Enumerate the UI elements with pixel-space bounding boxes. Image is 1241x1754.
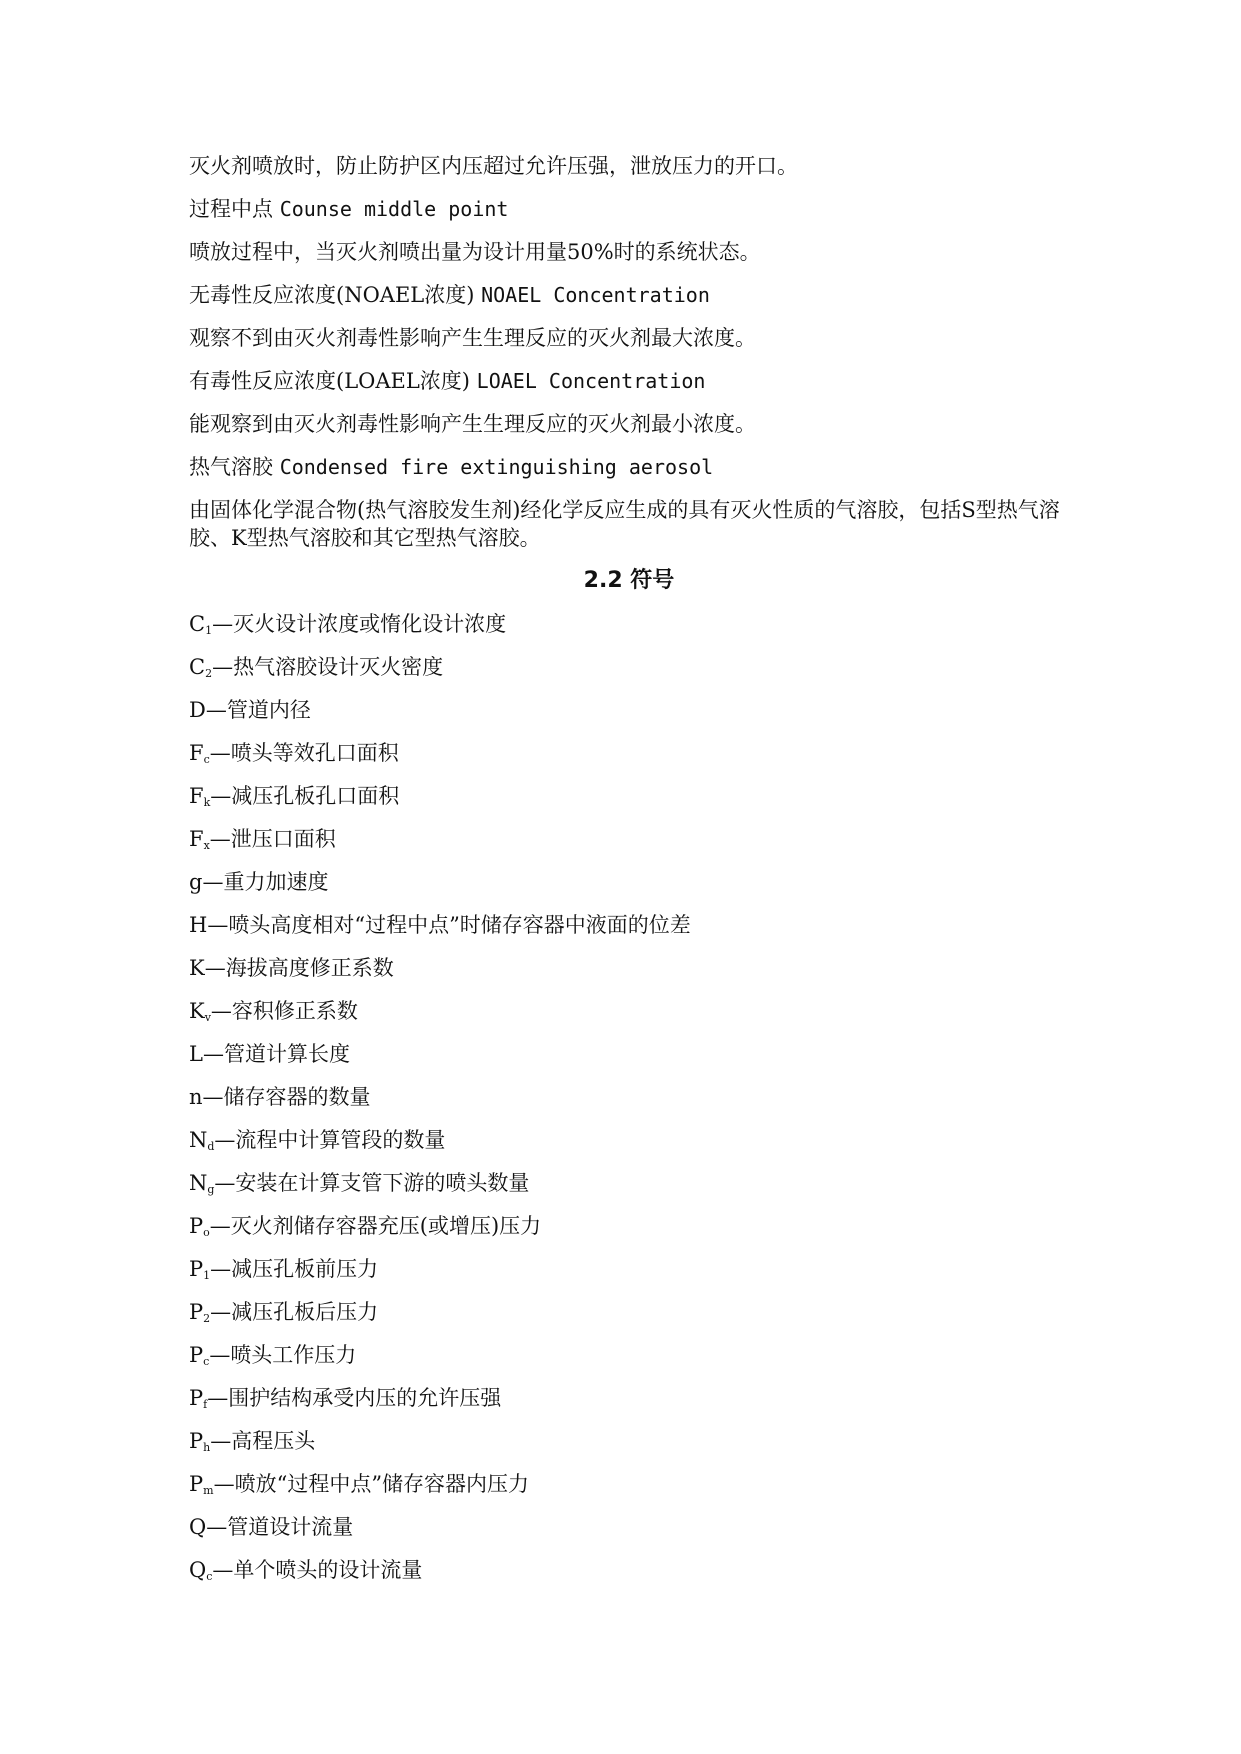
symbol-base: F [189,784,204,808]
symbol-item [189,1126,1069,1154]
term-en: LOAEL Concentration [476,369,706,393]
symbol-item [189,868,1069,896]
symbol-list [189,610,1069,1584]
section-title: 2.2 符号 [583,568,675,593]
symbol-subscript: v [204,1011,211,1024]
symbol-item [189,1341,1069,1369]
term-en: Condensed fire extinguishing aerosol [279,455,714,479]
symbol-description: —管道内径 [205,698,311,722]
symbol-item [189,610,1069,638]
symbol-base: D [189,698,206,722]
definition-text: 喷放过程中，当灭火剂喷出量为设计用量50%时的系统状态。 [189,240,761,264]
symbol-description: —围护结构承受内压的允许压强 [207,1386,502,1410]
symbol-subscript: f [203,1398,208,1411]
symbol-base: Q [189,1515,207,1539]
symbol-subscript: x [203,839,210,852]
term-en: Counse middle point [279,197,509,221]
symbol-subscript: 1 [205,624,213,637]
symbol-subscript: 2 [205,667,213,680]
symbol-base: P [189,1214,204,1238]
symbol-description: —减压孔板后压力 [210,1300,379,1324]
symbol-description: —灭火剂储存容器充压(或增压)压力 [209,1214,542,1238]
symbol-item [189,782,1069,810]
symbol-item [189,653,1069,681]
symbol-base: F [189,741,204,765]
symbol-description: —安装在计算支管下游的喷头数量 [214,1171,530,1195]
symbol-item [189,1169,1069,1197]
symbol-subscript: g [207,1183,215,1196]
symbol-item [189,1384,1069,1412]
symbol-description: —减压孔板孔口面积 [210,784,400,808]
definition-text: 观察不到由灭火剂毒性影响产生生理反应的灭火剂最大浓度。 [189,326,756,350]
symbol-base: n [189,1085,203,1109]
symbol-item [189,739,1069,767]
symbol-base: N [189,1128,208,1152]
symbol-item [189,1556,1069,1584]
symbol-subscript: h [203,1441,211,1454]
symbol-subscript: o [203,1226,210,1239]
symbol-description: —储存容器的数量 [202,1085,371,1109]
symbol-description: —海拔高度修正系数 [204,956,394,980]
page-content [189,152,1069,1599]
symbol-base: C [189,655,206,679]
term-cn: 过程中点 [189,197,280,221]
symbol-subscript: k [203,796,211,809]
symbol-description: —喷头工作压力 [209,1343,357,1367]
symbol-item [189,1470,1069,1498]
term-heading [189,281,1069,309]
symbol-description: —减压孔板前压力 [210,1257,379,1281]
symbol-description: —单个喷头的设计流量 [212,1558,423,1582]
symbol-subscript: c [203,753,210,766]
symbol-base: P [189,1343,204,1367]
symbol-base: P [189,1300,204,1324]
term-heading [189,453,1069,481]
term-cn: 有毒性反应浓度(LOAEL浓度) [189,369,477,393]
symbol-base: K [189,956,205,980]
symbol-base: C [189,612,206,636]
symbol-base: P [189,1472,204,1496]
symbol-item [189,1083,1069,1111]
symbol-description: —热气溶胶设计灭火密度 [212,655,444,679]
symbol-description: —喷放“过程中点”储存容器内压力 [213,1472,530,1496]
symbol-description: —喷头高度相对“过程中点”时储存容器中液面的位差 [207,913,691,937]
symbol-base: P [189,1257,204,1281]
symbol-description: —泄压口面积 [209,827,336,851]
symbol-description: —容积修正系数 [210,999,358,1023]
symbol-item [189,1040,1069,1068]
term-heading [189,195,1069,223]
symbol-subscript: c [203,1355,210,1368]
symbol-item [189,1255,1069,1283]
symbol-subscript: m [203,1484,214,1497]
term-en: NOAEL Concentration [481,283,710,307]
definition-text: 灭火剂喷放时，防止防护区内压超过允许压强，泄放压力的开口。 [189,154,798,178]
symbol-item [189,997,1069,1025]
symbol-item [189,1212,1069,1240]
definition-text: 能观察到由灭火剂毒性影响产生生理反应的灭火剂最小浓度。 [189,412,756,436]
symbol-subscript: 1 [203,1269,211,1282]
symbol-description: —喷头等效孔口面积 [209,741,399,765]
symbol-item [189,1298,1069,1326]
symbol-description: —高程压头 [210,1429,316,1453]
symbol-base: Q [189,1558,207,1582]
definition-text: 由固体化学混合物(热气溶胶发生剂)经化学反应生成的具有灭火性质的气溶胶，包括S型热气溶胶、K型热气溶胶和其它型热气溶胶。 [189,498,1060,550]
symbol-subscript: d [207,1140,215,1153]
term-cn: 热气溶胶 [189,455,280,479]
symbol-item [189,1513,1069,1541]
symbol-base: K [189,999,205,1023]
symbol-base: P [189,1386,204,1410]
symbol-subscript: 2 [203,1312,211,1325]
symbol-base: g [189,870,203,894]
symbol-subscript: c [206,1570,213,1583]
symbol-base: N [189,1171,208,1195]
symbol-base: L [189,1042,203,1066]
symbol-item [189,1427,1069,1455]
symbol-description: —灭火设计浓度或惰化设计浓度 [212,612,507,636]
term-heading [189,367,1069,395]
symbol-item [189,696,1069,724]
symbol-description: —流程中计算管段的数量 [214,1128,446,1152]
symbol-item [189,954,1069,982]
symbol-item [189,911,1069,939]
symbol-description: —重力加速度 [202,870,329,894]
term-cn: 无毒性反应浓度(NOAEL浓度) [189,283,482,307]
symbol-base: F [189,827,204,851]
symbol-description: —管道计算长度 [202,1042,350,1066]
symbol-base: P [189,1429,204,1453]
symbol-description: —管道设计流量 [206,1515,354,1539]
symbol-base: H [189,913,208,937]
symbol-item [189,825,1069,853]
